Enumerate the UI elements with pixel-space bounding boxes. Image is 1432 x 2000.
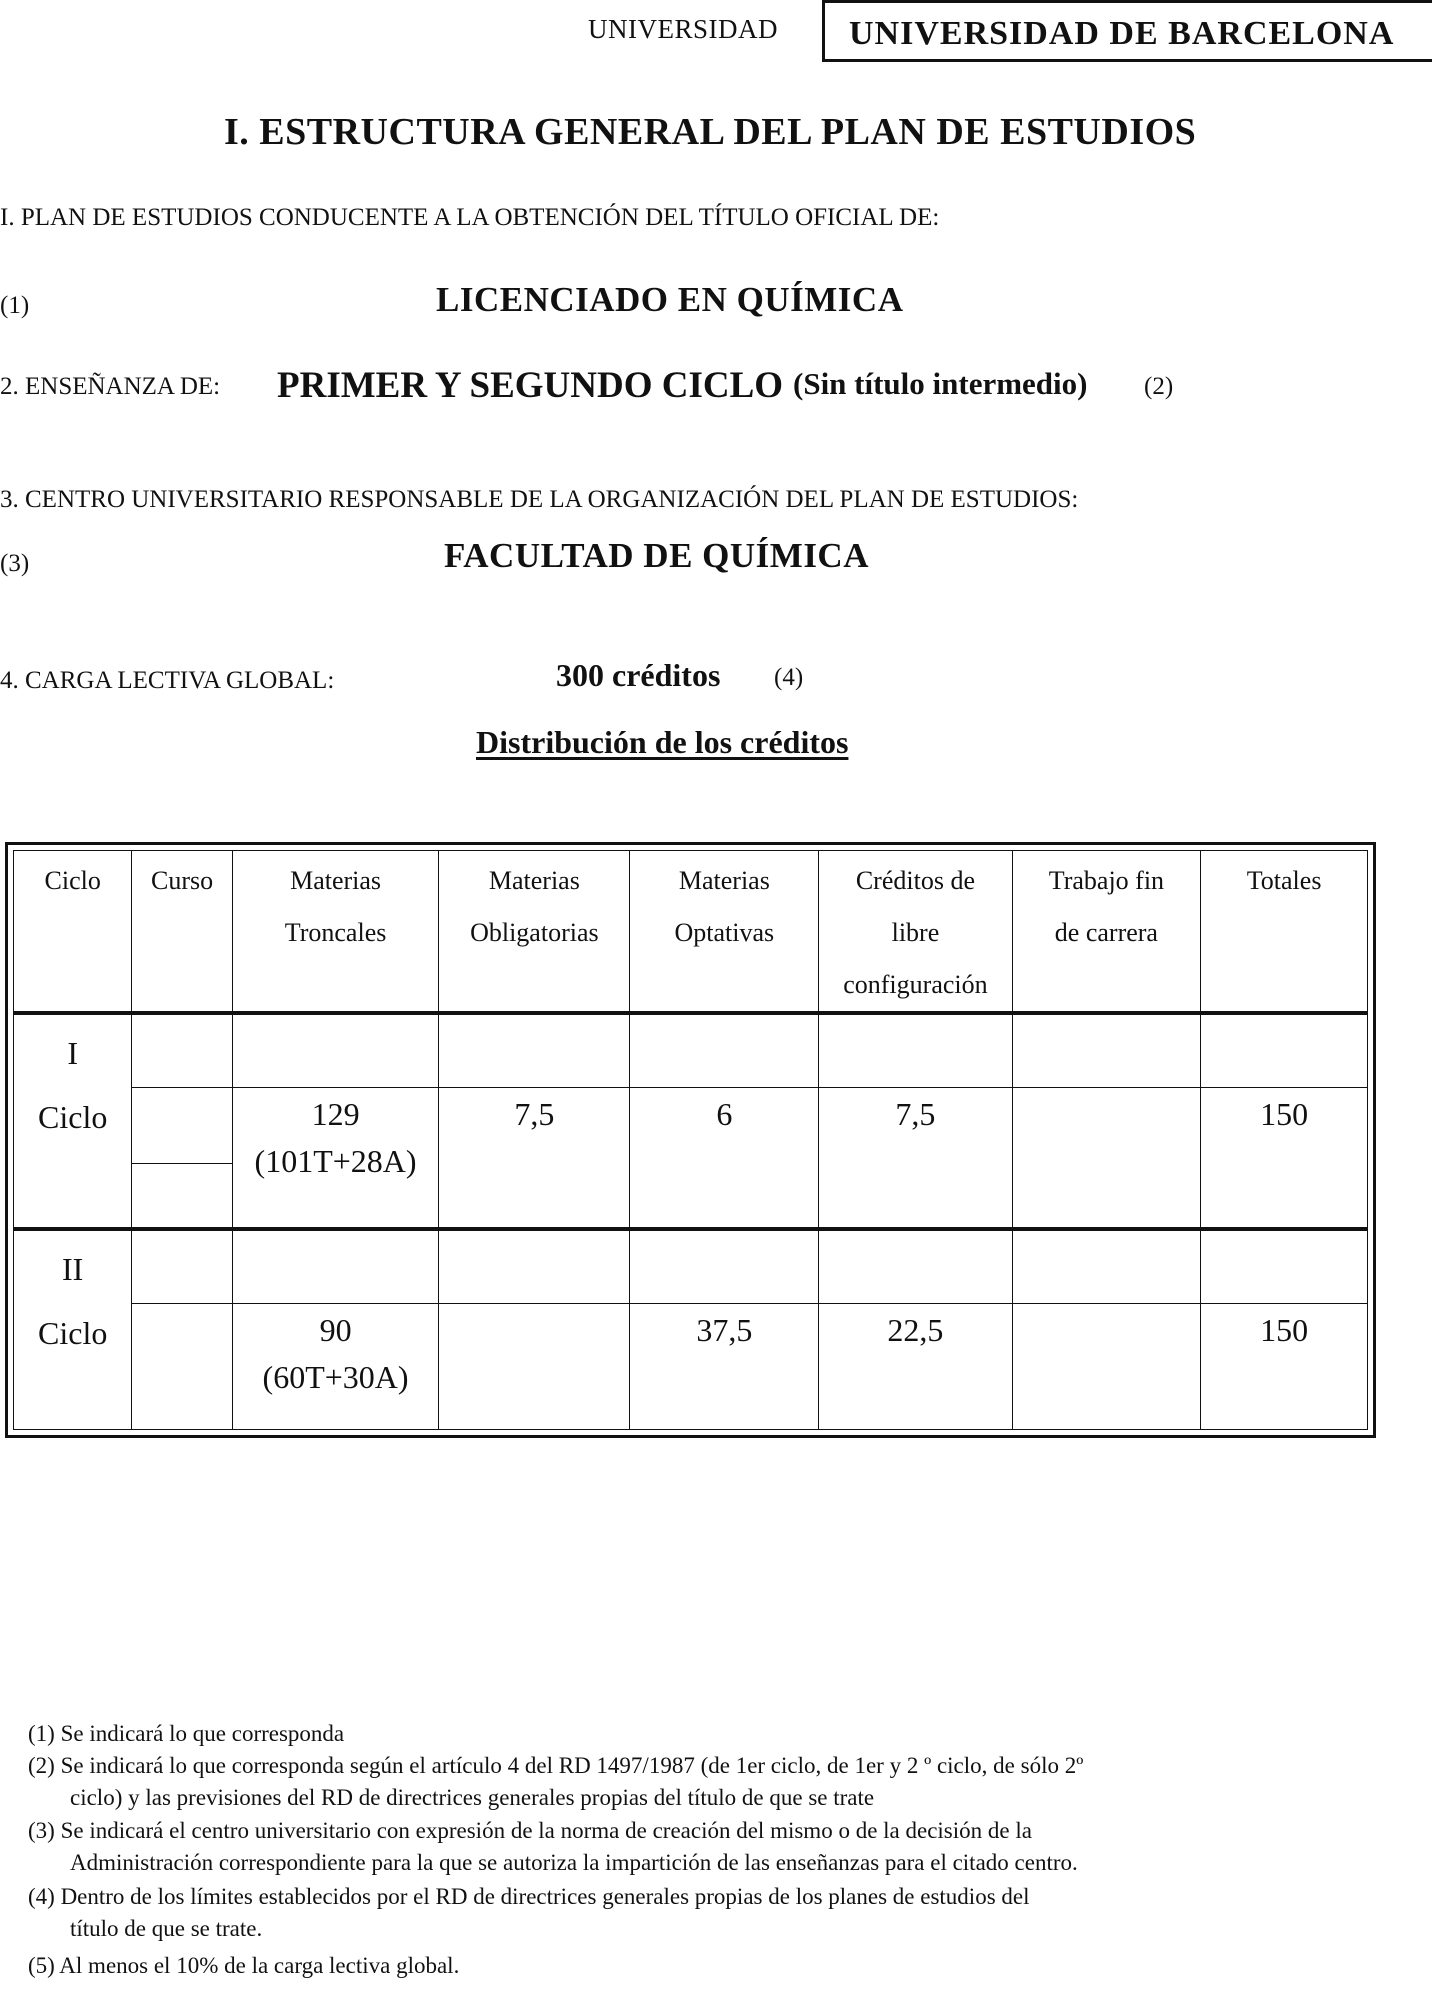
header-libre: Créditos de libre configuración xyxy=(819,851,1012,1014)
cell-empty xyxy=(1201,1013,1368,1087)
credits-table-frame xyxy=(5,842,1376,1438)
faculty-name: FACULTAD DE QUÍMICA xyxy=(444,536,869,575)
cell-empty xyxy=(232,1013,438,1087)
cell-empty xyxy=(1012,1229,1201,1303)
table-row xyxy=(14,1229,1368,1303)
section-3-note: (3) xyxy=(0,550,30,577)
header-obligatorias: Materias Obligatorias xyxy=(439,851,630,1014)
cell-optativas: 37,5 xyxy=(630,1303,819,1430)
cell-empty xyxy=(232,1229,438,1303)
cell-ciclo: I Ciclo xyxy=(14,1013,132,1229)
footnote-2: (2) Se indicará lo que corresponda según el artículo 4 del RD 1497/1987 (de 1er ciclo, de 1er y 2 º ciclo, de sólo 2º ciclo) y las previsiones del RD de directrices generales propias del título de que se trate xyxy=(28,1753,1084,1810)
distribution-title: Distribución de los créditos xyxy=(476,724,849,760)
section-2-value: PRIMER Y SEGUNDO CICLO xyxy=(277,365,784,406)
cell-empty xyxy=(439,1229,630,1303)
section-1-label: I. PLAN DE ESTUDIOS CONDUCENTE A LA OBTENCIÓN DEL TÍTULO OFICIAL DE: xyxy=(0,204,940,231)
cell-empty xyxy=(819,1229,1012,1303)
cell-curso xyxy=(132,1013,233,1087)
university-name: UNIVERSIDAD DE BARCELONA xyxy=(849,15,1395,52)
page-title: I. ESTRUCTURA GENERAL DEL PLAN DE ESTUDIOS xyxy=(224,111,1197,153)
footnote-3: (3) Se indicará el centro universitario con expresión de la norma de creación del mismo o de la decisión de la Administración correspondiente para la que se autoriza la impartición de las enseñanzas para el citado centro. xyxy=(28,1818,1078,1875)
table-row xyxy=(14,1087,1368,1163)
section-3-label: 3. CENTRO UNIVERSITARIO RESPONSABLE DE LA ORGANIZACIÓN DEL PLAN DE ESTUDIOS: xyxy=(0,486,1079,513)
header-ciclo: Ciclo xyxy=(14,851,132,1014)
cell-optativas: 6 xyxy=(630,1087,819,1229)
section-4-note: (4) xyxy=(774,664,804,691)
cell-curso xyxy=(132,1087,233,1163)
section-2-label: 2. ENSEÑANZA DE: xyxy=(0,373,221,400)
cell-obligatorias: 7,5 xyxy=(439,1087,630,1229)
header-curso: Curso xyxy=(132,851,233,1014)
cell-empty xyxy=(1012,1013,1201,1087)
cell-totales: 150 xyxy=(1201,1303,1368,1430)
cell-totales: 150 xyxy=(1201,1087,1368,1229)
section-1-note: (1) xyxy=(0,292,30,319)
cell-empty xyxy=(630,1229,819,1303)
cell-trabajo xyxy=(1012,1303,1201,1430)
section-2-note: (2) xyxy=(1144,373,1174,400)
table-header-row xyxy=(14,851,1368,1014)
university-name-box xyxy=(822,0,1432,62)
header-troncales: Materias Troncales xyxy=(232,851,438,1014)
cell-empty xyxy=(630,1013,819,1087)
cell-libre: 22,5 xyxy=(819,1303,1012,1430)
footnote-1: (1) Se indicará lo que corresponda xyxy=(28,1721,345,1746)
header-optativas: Materias Optativas xyxy=(630,851,819,1014)
cell-trabajo xyxy=(1012,1087,1201,1229)
cell-curso xyxy=(132,1229,233,1303)
cell-obligatorias xyxy=(439,1303,630,1430)
cell-empty xyxy=(439,1013,630,1087)
degree-title: LICENCIADO EN QUÍMICA xyxy=(436,280,904,319)
header-totales: Totales xyxy=(1201,851,1368,1014)
section-2-paren: (Sin título intermedio) xyxy=(793,366,1088,401)
university-label: UNIVERSIDAD xyxy=(588,14,778,44)
cell-troncales: 90 (60T+30A) xyxy=(232,1303,438,1430)
table-row xyxy=(14,1303,1368,1430)
cell-curso xyxy=(132,1163,233,1229)
section-4-label: 4. CARGA LECTIVA GLOBAL: xyxy=(0,667,335,694)
cell-empty xyxy=(1201,1229,1368,1303)
header-trabajo: Trabajo fin de carrera xyxy=(1012,851,1201,1014)
credits-table xyxy=(13,850,1368,1430)
table-row xyxy=(14,1013,1368,1087)
cell-ciclo: II Ciclo xyxy=(14,1229,132,1430)
cell-troncales: 129 (101T+28A) xyxy=(232,1087,438,1229)
footnote-5: (5) Al menos el 10% de la carga lectiva global. xyxy=(28,1953,460,1978)
total-credits: 300 créditos xyxy=(556,657,721,693)
footnote-4: (4) Dentro de los límites establecidos por el RD de directrices generales propias de los planes de estudios del título de que se trate. xyxy=(28,1884,1030,1941)
cell-curso xyxy=(132,1303,233,1430)
cell-libre: 7,5 xyxy=(819,1087,1012,1229)
cell-empty xyxy=(819,1013,1012,1087)
